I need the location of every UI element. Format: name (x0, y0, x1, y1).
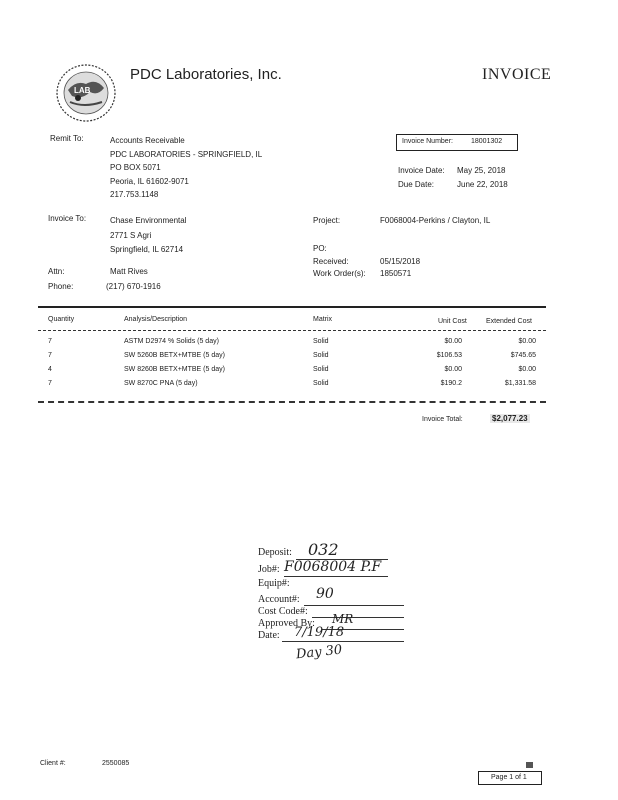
equip-label: Equip#: (258, 578, 290, 589)
bill-line: 2771 S Agri (110, 230, 152, 240)
attn-label: Attn: (48, 267, 65, 276)
invoice-date-label: Invoice Date: (398, 166, 445, 175)
logo-text: LAB (74, 86, 91, 95)
col-extended-cost-header: Extended Cost (486, 318, 532, 325)
row-extended-cost: $1,331.58 (504, 380, 536, 387)
col-matrix-header: Matrix (313, 316, 333, 323)
deposit-label: Deposit: (258, 547, 292, 558)
row-quantity: 4 (48, 366, 52, 373)
phone-value: (217) 670-1916 (106, 282, 161, 291)
bill-address (110, 214, 186, 258)
client-number: 2550085 (102, 760, 130, 767)
job-line (284, 576, 388, 577)
invoice-total: $2,077.23 (492, 414, 528, 423)
cost-code-line (312, 617, 404, 618)
row-matrix: Solid (313, 366, 329, 373)
account-label: Account#: (258, 594, 300, 605)
page-indicator (478, 771, 542, 785)
job-value: F0068004 P.F (284, 559, 382, 575)
remit-line: 217.753.1148 (110, 190, 159, 199)
table-top-rule (38, 306, 546, 308)
row-unit-cost: $0.00 (444, 338, 462, 345)
row-unit-cost: $0.00 (444, 366, 462, 373)
row-matrix: Solid (313, 380, 329, 387)
invoice-number-label: Invoice Number: (402, 138, 453, 145)
table-bottom-rule (38, 401, 546, 403)
invoice-number: 18001302 (471, 138, 503, 145)
handwritten-note: Day 30 (295, 642, 343, 663)
row-description: ASTM D2974 % Solids (5 day) (124, 338, 219, 345)
due-date: June 22, 2018 (457, 180, 508, 189)
remit-line: PO BOX 5071 (110, 163, 161, 172)
company-logo (54, 62, 118, 124)
row-matrix: Solid (313, 338, 329, 345)
remit-to-label: Remit To: (50, 134, 84, 143)
remit-line: Peoria, IL 61602-9071 (110, 176, 189, 186)
received-value: 05/15/2018 (380, 257, 421, 266)
invoice-to-label: Invoice To: (48, 214, 87, 223)
row-extended-cost: $0.00 (518, 338, 536, 345)
row-quantity: 7 (48, 352, 52, 359)
row-unit-cost: $190.2 (440, 380, 462, 387)
work-order-label: Work Order(s): (313, 269, 366, 278)
project-label: Project: (313, 216, 341, 225)
cost-code-label: Cost Code#: (258, 606, 308, 617)
document-title: INVOICE (482, 66, 552, 83)
remit-line: Accounts Receivable (110, 136, 185, 145)
stamp-date-value: 7/19/18 (294, 625, 345, 640)
col-unit-cost-header: Unit Cost (438, 318, 467, 325)
table-header-rule (38, 330, 546, 331)
remit-address (110, 134, 262, 202)
project-value: F0068004-Perkins / Clayton, IL (380, 216, 491, 225)
client-number-label: Client #: (40, 760, 66, 767)
approved-by-label: Approved By: (258, 618, 315, 629)
small-marker-icon (526, 762, 533, 768)
job-label: Job#: (258, 564, 280, 575)
row-matrix: Solid (313, 352, 329, 359)
received-label: Received: (313, 257, 349, 266)
deposit-value: 032 (308, 540, 339, 559)
row-description: SW 8260B BETX+MTBE (5 day) (124, 366, 225, 373)
row-unit-cost: $106.53 (436, 352, 462, 359)
bill-line: Springfield, IL 62714 (110, 245, 184, 254)
remit-line: PDC LABORATORIES - SPRINGFIELD, IL (110, 149, 263, 159)
approved-by-value: MR (332, 612, 354, 626)
stamp-date-line (282, 641, 404, 642)
stamp-date-label: Date: (258, 630, 280, 641)
phone-label: Phone: (48, 282, 74, 291)
row-quantity: 7 (48, 338, 52, 345)
po-label: PO: (313, 244, 327, 253)
company-name: PDC Laboratories, Inc. (130, 66, 282, 83)
col-quantity-header: Quantity (48, 316, 75, 323)
work-order-value: 1850571 (380, 269, 412, 278)
due-date-label: Due Date: (398, 180, 435, 189)
row-description: SW 5260B BETX+MTBE (5 day) (124, 352, 225, 359)
row-extended-cost: $745.65 (510, 352, 536, 359)
attn-value: Matt Rives (110, 267, 148, 276)
row-description: SW 8270C PNA (5 day) (124, 380, 198, 387)
bill-line: Chase Environmental (110, 216, 187, 225)
invoice-total-label: Invoice Total: (422, 416, 463, 423)
page-number: Page 1 of 1 (491, 774, 527, 781)
invoice-number-box (396, 134, 518, 151)
invoice-date: May 25, 2018 (457, 166, 506, 175)
row-extended-cost: $0.00 (518, 366, 536, 373)
account-value: 90 (316, 586, 334, 602)
col-description-header: Analysis/Description (124, 316, 188, 323)
account-line (304, 605, 404, 606)
row-quantity: 7 (48, 380, 52, 387)
